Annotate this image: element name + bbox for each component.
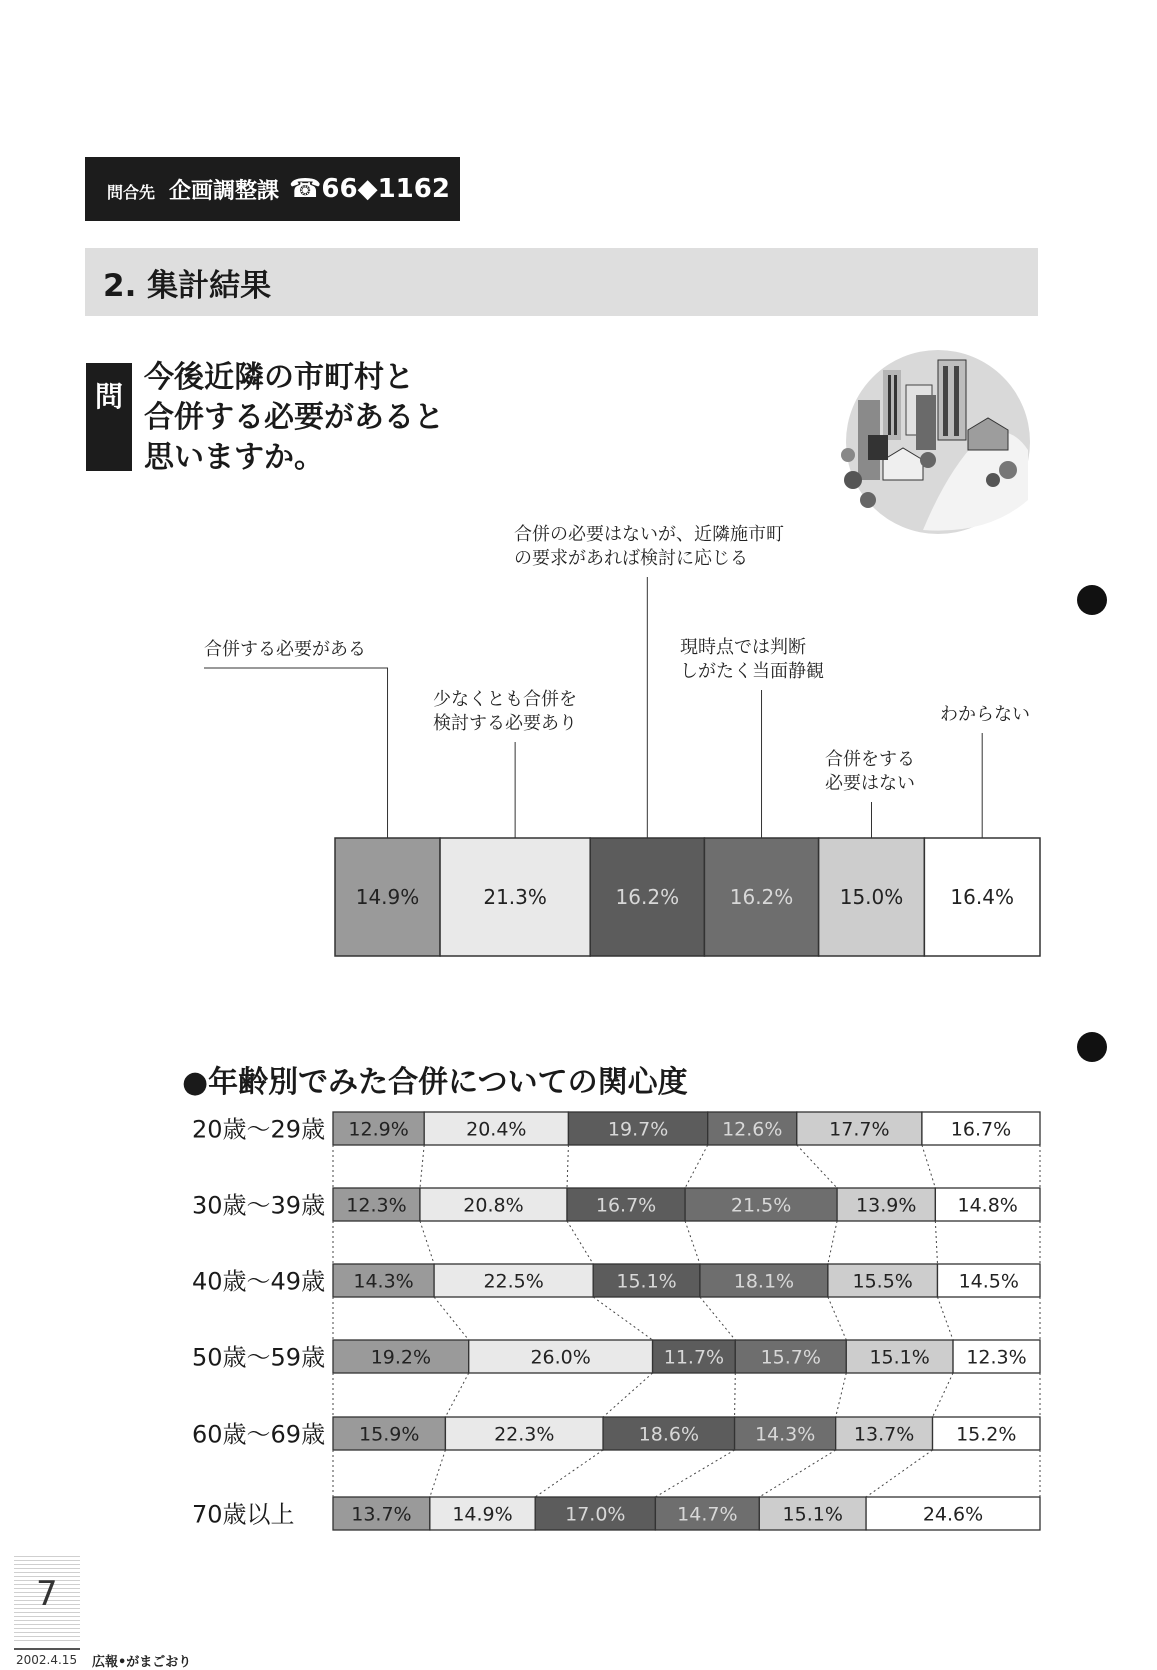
age-bar-value-label: 15.9% bbox=[359, 1423, 420, 1446]
segment-connector-line bbox=[836, 1373, 847, 1417]
annotation-line: 合併をする bbox=[825, 749, 915, 770]
age-bar-value-label: 11.7% bbox=[663, 1346, 725, 1369]
question-badge: 問 bbox=[86, 363, 132, 471]
age-group-label: 50歳〜59歳 bbox=[192, 1343, 326, 1372]
age-group-label: 60歳〜69歳 bbox=[192, 1420, 326, 1449]
age-bar-value-label: 16.7% bbox=[950, 1118, 1012, 1141]
overall-bar-value-label: 21.3% bbox=[483, 885, 547, 909]
age-bar-value-label: 19.7% bbox=[607, 1118, 669, 1141]
age-bar-value-label: 14.8% bbox=[957, 1194, 1018, 1217]
overall-bar-value-label: 14.9% bbox=[355, 885, 420, 909]
segment-connector-line bbox=[603, 1373, 652, 1417]
segment-connector-line bbox=[420, 1145, 424, 1188]
age-bar-value-label: 14.3% bbox=[754, 1423, 816, 1446]
age-bar-value-label: 21.5% bbox=[730, 1194, 792, 1217]
age-bar-value-label: 12.6% bbox=[722, 1118, 783, 1141]
annotation-line: 検討する必要あり bbox=[433, 713, 577, 734]
page-number: 7 bbox=[36, 1574, 58, 1614]
annotation-line: しがたく当面静観 bbox=[680, 661, 824, 682]
age-bar-value-label: 20.8% bbox=[463, 1194, 524, 1217]
segment-connector-line bbox=[828, 1297, 846, 1340]
segment-connector-line bbox=[655, 1450, 734, 1497]
overall-bar-value-label: 16.4% bbox=[950, 885, 1014, 909]
age-bar-value-label: 14.3% bbox=[353, 1270, 414, 1293]
annotation-line: 現時点では判断 bbox=[680, 637, 806, 658]
age-bar-value-label: 13.7% bbox=[351, 1503, 412, 1526]
age-group-label: 30歳〜39歳 bbox=[192, 1191, 326, 1220]
annotation-line: 合併の必要はないが、近隣施市町 bbox=[514, 524, 784, 545]
question-line: 思いますか。 bbox=[144, 440, 324, 475]
annotation-line: わからない bbox=[940, 704, 1030, 725]
segment-connector-line bbox=[567, 1145, 568, 1188]
footer-rule bbox=[14, 1648, 80, 1650]
segment-connector-line bbox=[797, 1145, 837, 1188]
overall-bar-value-label: 16.2% bbox=[729, 885, 794, 909]
segment-connector-line bbox=[759, 1450, 835, 1497]
footer-date: 2002.4.15 bbox=[16, 1653, 78, 1667]
footer-publication: 広報•がまごおり bbox=[92, 1655, 192, 1670]
age-bar-value-label: 17.7% bbox=[829, 1118, 890, 1141]
annotation-line: 少なくとも合併を bbox=[433, 689, 577, 710]
age-bar-value-label: 12.9% bbox=[348, 1118, 409, 1141]
annotation-line: 必要はない bbox=[825, 773, 915, 794]
segment-connector-line bbox=[828, 1221, 837, 1264]
age-bar-value-label: 12.3% bbox=[346, 1194, 407, 1217]
overall-bar-value-label: 15.0% bbox=[839, 885, 904, 909]
overall-bar-value-label: 16.2% bbox=[615, 885, 680, 909]
segment-connector-line bbox=[922, 1145, 935, 1188]
age-bar-value-label: 15.5% bbox=[852, 1270, 913, 1293]
age-group-label: 20歳〜29歳 bbox=[192, 1115, 326, 1144]
age-bar-value-label: 22.5% bbox=[483, 1270, 544, 1293]
segment-connector-line bbox=[700, 1297, 735, 1340]
annotation-line: 合併する必要がある bbox=[204, 639, 366, 660]
contact-department: 企画調整課 bbox=[169, 178, 280, 204]
age-bar-value-label: 15.1% bbox=[869, 1346, 930, 1369]
question-line: 合併する必要があると bbox=[144, 400, 444, 435]
age-bar-value-label: 13.7% bbox=[853, 1423, 915, 1446]
segment-connector-line bbox=[866, 1450, 932, 1497]
question-line: 今後近隣の市町村と bbox=[144, 360, 414, 395]
segment-connector-line bbox=[420, 1221, 434, 1264]
segment-connector-line bbox=[685, 1145, 708, 1188]
contact-phone: ☎66◆1162 bbox=[289, 174, 450, 204]
age-chart-title: ●年齢別でみた合併についての関心度 bbox=[182, 1065, 688, 1100]
segment-connector-line bbox=[434, 1297, 469, 1340]
age-group-label: 70歳以上 bbox=[192, 1500, 295, 1529]
age-bar-value-label: 13.9% bbox=[856, 1194, 917, 1217]
age-bar-value-label: 17.0% bbox=[565, 1503, 626, 1526]
age-bar-value-label: 18.6% bbox=[638, 1423, 700, 1446]
age-bar-value-label: 20.4% bbox=[466, 1118, 527, 1141]
age-group-label: 40歳〜49歳 bbox=[192, 1267, 326, 1296]
segment-connector-line bbox=[535, 1450, 603, 1497]
age-bar-value-label: 14.5% bbox=[958, 1270, 1019, 1293]
age-bar-value-label: 16.7% bbox=[595, 1194, 657, 1217]
contact-label: 問合先 bbox=[107, 182, 156, 202]
segment-connector-line bbox=[593, 1297, 652, 1340]
segment-connector-line bbox=[685, 1221, 700, 1264]
age-bar-value-label: 19.2% bbox=[370, 1346, 432, 1369]
age-bar-value-label: 15.7% bbox=[760, 1346, 821, 1369]
age-bar-value-label: 15.1% bbox=[616, 1270, 677, 1293]
segment-connector-line bbox=[933, 1373, 954, 1417]
age-bar-value-label: 18.1% bbox=[733, 1270, 795, 1293]
age-bar-value-label: 14.7% bbox=[677, 1503, 738, 1526]
segment-connector-line bbox=[937, 1297, 953, 1340]
age-bar-value-label: 26.0% bbox=[530, 1346, 591, 1369]
section-title: 2. 集計結果 bbox=[103, 267, 272, 304]
age-bar-value-label: 12.3% bbox=[966, 1346, 1027, 1369]
segment-connector-line bbox=[567, 1221, 593, 1264]
segment-connector-line bbox=[430, 1450, 446, 1497]
segment-connector-line bbox=[735, 1373, 736, 1417]
segment-connector-line bbox=[445, 1373, 468, 1417]
age-bar-value-label: 15.2% bbox=[956, 1423, 1017, 1446]
age-bar-value-label: 22.3% bbox=[494, 1423, 555, 1446]
segment-connector-line bbox=[935, 1221, 937, 1264]
age-bar-value-label: 24.6% bbox=[922, 1503, 984, 1526]
age-bar-value-label: 14.9% bbox=[452, 1503, 513, 1526]
age-bar-value-label: 15.1% bbox=[782, 1503, 843, 1526]
annotation-line: の要求があれば検討に応じる bbox=[514, 548, 748, 569]
